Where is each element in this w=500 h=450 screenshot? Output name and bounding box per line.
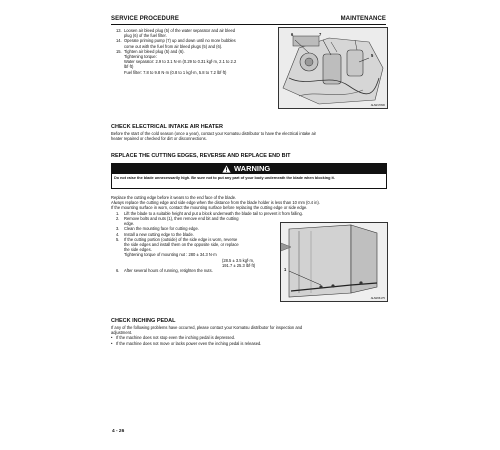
figure-fuel-system <box>278 27 388 109</box>
figure-blade <box>280 222 388 302</box>
warning-text: Do not raise the blade unnecessarily high. Be sure not to put any part of your body underneath the blade when blocking it. <box>114 176 335 180</box>
paragraph-line: adjustment. <box>111 330 133 336</box>
step-number: 5. <box>116 236 120 242</box>
step-number: 3. <box>116 226 120 232</box>
step-line: Water separator: 2.9 to 3.1 N·m (0.29 to 0.31 kgf·m, 2.1 to 2.2 <box>124 59 237 65</box>
warning-box <box>111 163 387 189</box>
step-line: If the cutting portion (outside) of the side edge is worn, reverse <box>124 236 238 242</box>
bullet-icon: • <box>111 340 113 346</box>
figure-callout-6: 6 <box>291 32 294 37</box>
header-section-title: SERVICE PROCEDURE <box>111 16 179 22</box>
step-line: Lift the blade to a suitable height and put a block underneath the blade tail to prevent it from falling. <box>124 211 303 216</box>
header-rule <box>111 24 386 25</box>
step-15 <box>116 49 276 75</box>
cutting-step-2 <box>116 216 286 226</box>
step-line: the side edges. <box>124 247 152 253</box>
figure-callout-1: 1 <box>284 267 287 272</box>
cutting-step-6 <box>116 268 286 273</box>
torque-line: 191.7 ± 25.3 lbf·ft) <box>222 262 256 268</box>
figure-callout-5: 5 <box>371 53 374 58</box>
step-line: Tightening torque: <box>124 54 157 60</box>
paragraph-line: If any of the following problems have occurred, please contact your Komatsu distributor for inspection and <box>111 325 303 330</box>
bullet-icon: • <box>111 335 113 341</box>
steps-top <box>116 28 276 75</box>
figure-code: AHW17830 <box>370 103 385 107</box>
bullet-item <box>111 341 386 346</box>
step-line: Remove bolts and nuts (1), then remove end bit and the cutting <box>124 216 239 221</box>
section-title-inching-pedal: CHECK INCHING PEDAL <box>111 318 176 324</box>
figure-code: AHW06175 <box>370 296 385 300</box>
paragraph-line: Before the start of the cold season (once a year), contact your Komatsu distributor to have the electrical intake air <box>111 131 317 136</box>
step-14 <box>116 38 276 48</box>
torque-line: (28.5 ± 3.5 kgf·m, <box>222 257 255 263</box>
section-title-cutting-edges: REPLACE THE CUTTING EDGES, REVERSE AND REPLACE END BIT <box>111 153 291 159</box>
step-number: 1. <box>116 211 120 216</box>
step-line: lbf·ft) <box>124 64 134 70</box>
step-line: come out with the fuel from air bleed plugs (5) and (6). <box>124 43 223 49</box>
cutting-intro <box>111 195 386 211</box>
section-title-air-heater: CHECK ELECTRICAL INTAKE AIR HEATER <box>111 124 223 130</box>
warning-triangle-icon <box>222 165 231 173</box>
air-heater-text <box>111 131 386 141</box>
paragraph-line: Always replace the cutting edge and side edge when the distance from the blade holder is less than 10 mm (0.4 in). <box>111 200 320 206</box>
step-line: After several hours of running, retighten the nuts. <box>124 268 213 274</box>
paragraph-line: If the mounting surface in worn, contact the mounting surface before replacing the cutting edge or side edge. <box>111 205 308 211</box>
step-number: 15. <box>116 48 122 54</box>
cutting-step-5 <box>116 237 286 268</box>
step-line: Operate priming pump (7) up and down until no more bubbles <box>124 38 236 44</box>
paragraph-line: Replace the cutting edge before it wears to the end face of the blade. <box>111 195 237 200</box>
step-number: 4. <box>116 231 120 237</box>
paragraph-line: heater repaired or checked for dirt or disconnections. <box>111 136 207 142</box>
step-number: 13. <box>116 28 122 33</box>
warning-label: WARNING <box>234 164 271 173</box>
step-line: edge. <box>124 221 135 227</box>
inching-text <box>111 325 386 346</box>
blade-illustration <box>281 223 387 301</box>
figure-callout-7: 7 <box>319 32 322 37</box>
step-number: 6. <box>116 268 120 274</box>
step-number: 14. <box>116 38 122 44</box>
step-line: Tightening torque of mounting nut : 280 ± 34.3 N·m <box>124 252 217 258</box>
step-13 <box>116 28 276 38</box>
bullet-text: If the machine does not stop even the inching pedal is depressed. <box>116 335 236 341</box>
header-chapter-title: MAINTENANCE <box>340 16 386 22</box>
engine-illustration <box>279 28 387 108</box>
step-line: Clean the mounting face for cutting edge. <box>124 226 199 232</box>
warning-banner <box>112 164 386 174</box>
page-number: 4 - 26 <box>112 429 125 434</box>
step-line: Loosen air bleed plug (5) of the water separator and air bleed <box>124 28 236 33</box>
step-line: the side edges and install them on the opposite side, or replace <box>124 242 239 248</box>
bullet-text: If the machine does not move or lacks power even the inching pedal is released. <box>116 340 262 346</box>
cutting-steps <box>116 216 286 273</box>
step-line: plug (6) of the fuel filter. <box>124 33 167 39</box>
step-line: Tighten air bleed plug (5) and (6). <box>124 48 185 54</box>
step-line: Fuel filter: 7.8 to 9.8 N·m (0.8 to 1 kgf·m, 5.8 to 7.2 lbf·ft) <box>124 69 227 75</box>
step-line: Install a new cutting edge to the blade. <box>124 231 194 237</box>
step-number: 2. <box>116 216 120 221</box>
